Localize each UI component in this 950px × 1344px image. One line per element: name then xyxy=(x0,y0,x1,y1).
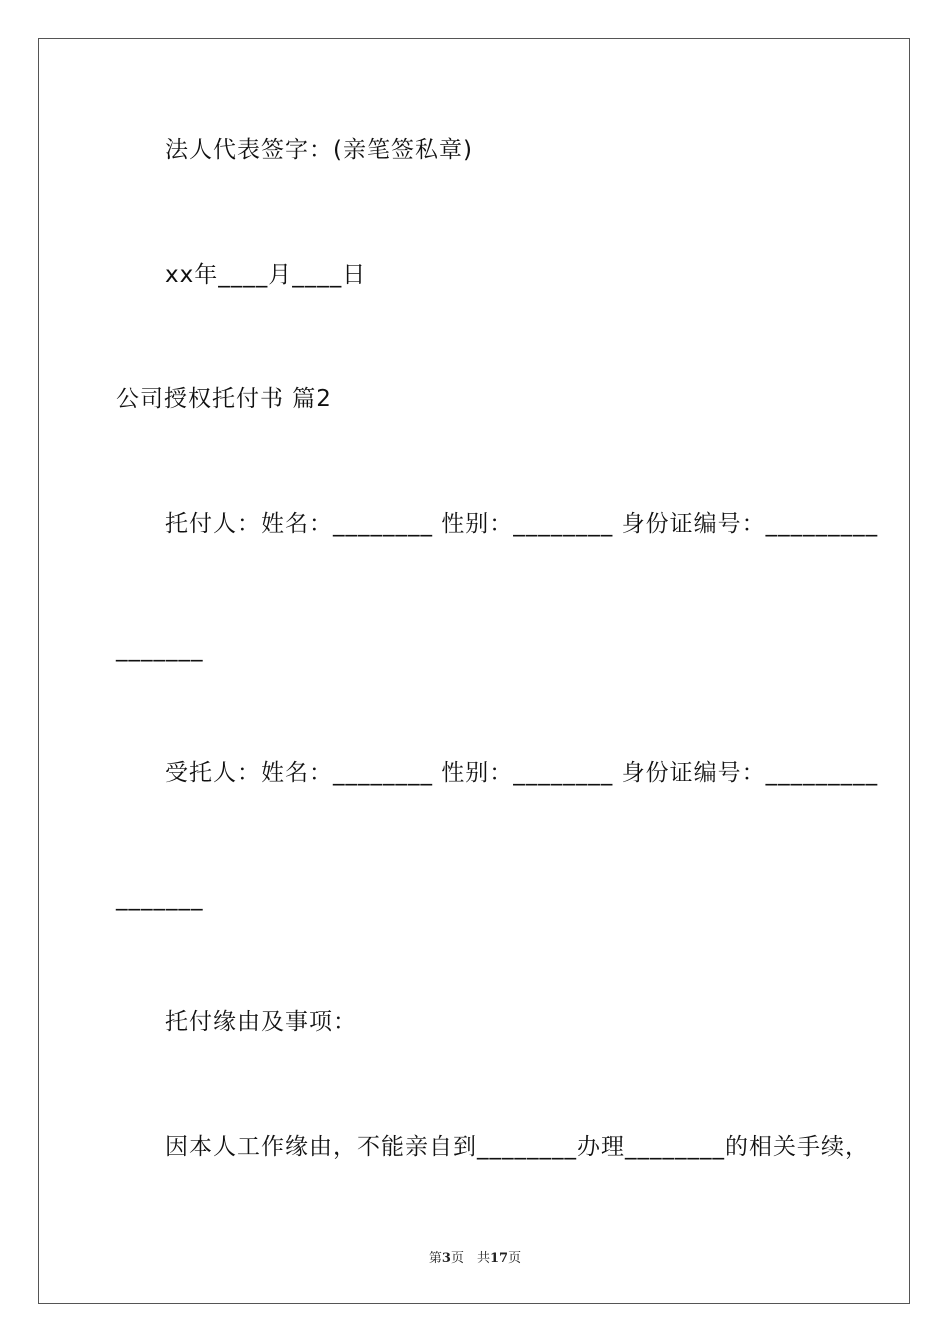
principal-info-continuation: _______ xyxy=(116,636,204,662)
footer-prefix: 第 xyxy=(428,1251,442,1266)
principal-info-line: 托付人：姓名：________ 性别：________ 身份证编号：_________ xyxy=(165,511,879,537)
section-heading: 公司授权托付书 篇2 xyxy=(116,386,332,412)
footer-total-pages: 17 xyxy=(489,1251,509,1266)
signature-line: 法人代表签字：(亲笔签私章) xyxy=(165,137,473,163)
page-footer xyxy=(0,1247,950,1266)
footer-current-page: 3 xyxy=(441,1251,451,1266)
agent-info-line: 受托人：姓名：________ 性别：________ 身份证编号：_________ xyxy=(165,760,879,786)
reason-heading: 托付缘由及事项： xyxy=(165,1009,357,1035)
reason-paragraph: 因本人工作缘由，不能亲自到________办理________的相关手续， xyxy=(165,1134,869,1160)
page-border xyxy=(38,38,910,1304)
date-line: xx年____月____日 xyxy=(165,262,367,288)
footer-middle: 页 共 xyxy=(450,1251,490,1266)
agent-info-continuation: _______ xyxy=(116,885,204,911)
footer-suffix: 页 xyxy=(508,1251,522,1266)
